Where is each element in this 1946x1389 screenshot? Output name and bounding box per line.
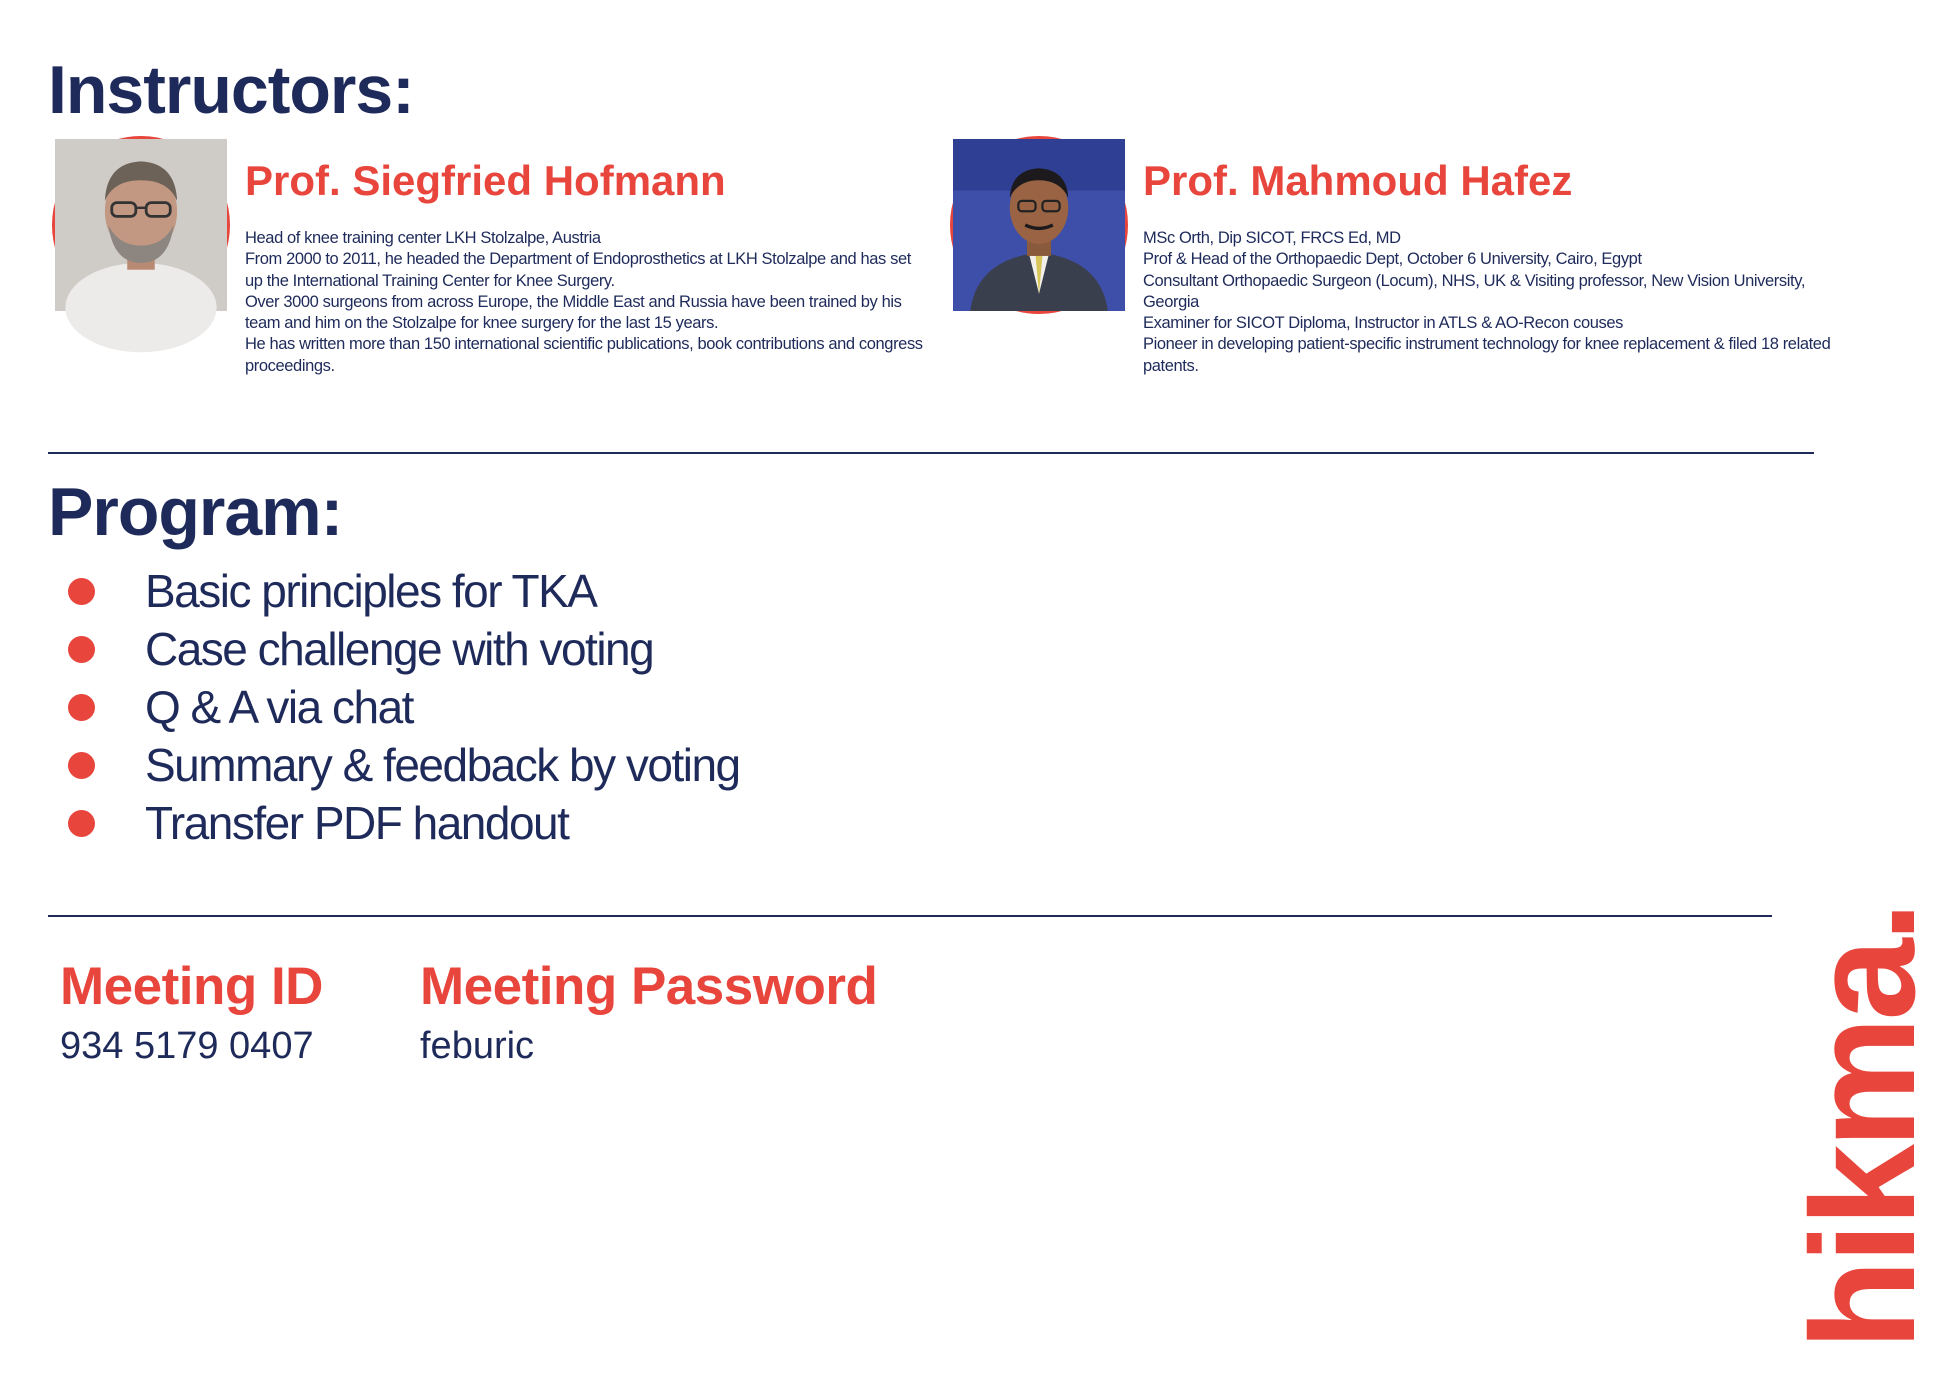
bullet-dot-icon bbox=[68, 752, 95, 779]
bio-line: From 2000 to 2011, he headed the Department of Endoprosthetics at LKH Stolzalpe and has set up the International Training Center for Knee Surgery. bbox=[245, 250, 911, 290]
instructor-photo-hafez bbox=[950, 136, 1128, 314]
instructor-name-hafez: Prof. Mahmoud Hafez bbox=[1143, 157, 1573, 204]
section-divider bbox=[48, 915, 1772, 917]
bullet-dot-icon bbox=[68, 810, 95, 837]
bio-line: Head of knee training center LKH Stolzalpe, Austria bbox=[245, 229, 601, 247]
instructor-bio-hafez bbox=[1143, 228, 1833, 377]
meeting-password-label: Meeting Password bbox=[420, 957, 878, 1016]
bio-line: Prof & Head of the Orthopaedic Dept, October 6 University, Cairo, Egypt bbox=[1143, 250, 1642, 269]
meeting-id-block bbox=[60, 957, 323, 1068]
hikma-logo: hikma. bbox=[1781, 905, 1946, 1350]
program-item bbox=[68, 620, 740, 678]
program-list bbox=[68, 562, 740, 852]
program-item-text: Basic principles for TKA bbox=[145, 565, 597, 617]
program-item bbox=[68, 736, 740, 794]
program-item bbox=[68, 794, 740, 852]
program-item-text: Case challenge with voting bbox=[145, 623, 654, 675]
bio-line: Examiner for SICOT Diploma, Instructor in ATLS & AO-Recon couses bbox=[1143, 314, 1623, 333]
instructor-name-hofmann: Prof. Siegfried Hofmann bbox=[245, 157, 726, 204]
bio-line: He has written more than 150 international scientific publications, book contributions and congress proceedings. bbox=[245, 335, 923, 375]
program-item bbox=[68, 562, 740, 620]
meeting-password-value: feburic bbox=[420, 1025, 535, 1067]
meeting-id-label: Meeting ID bbox=[60, 957, 323, 1016]
bio-line: Over 3000 surgeons from across Europe, the Middle East and Russia have been trained by his team and him on the Stolzalpe for knee surgery for the last 15 years. bbox=[245, 292, 902, 333]
program-item-text: Transfer PDF handout bbox=[145, 797, 569, 849]
bullet-dot-icon bbox=[68, 694, 95, 721]
bullet-dot-icon bbox=[68, 578, 95, 605]
instructors-heading: Instructors: bbox=[48, 52, 414, 128]
instructor-photo-hofmann bbox=[52, 136, 230, 314]
meeting-id-value: 934 5179 0407 bbox=[60, 1025, 314, 1067]
program-item-text: Q & A via chat bbox=[145, 681, 413, 733]
instructor-bio-hofmann bbox=[245, 228, 925, 377]
program-item-text: Summary & feedback by voting bbox=[145, 739, 740, 791]
bio-line: MSc Orth, Dip SICOT, FRCS Ed, MD bbox=[1143, 229, 1401, 247]
meeting-password-block bbox=[420, 957, 878, 1068]
program-item bbox=[68, 678, 740, 736]
bullet-dot-icon bbox=[68, 636, 95, 663]
program-heading: Program: bbox=[48, 474, 343, 550]
section-divider bbox=[48, 452, 1814, 454]
bio-line: Pioneer in developing patient-specific instrument technology for knee replacement & filed 18 related patents. bbox=[1143, 335, 1831, 375]
bio-line: Consultant Orthopaedic Surgeon (Locum), NHS, UK & Visiting professor, New Vision University, Georgia bbox=[1143, 271, 1806, 311]
